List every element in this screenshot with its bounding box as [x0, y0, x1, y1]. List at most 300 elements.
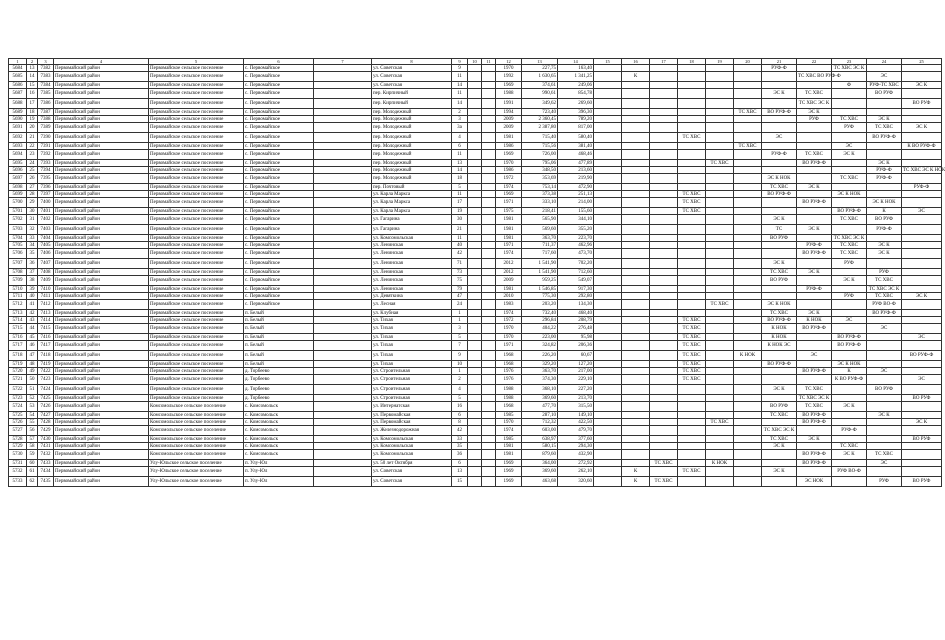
table-cell: 262,10 [558, 467, 594, 477]
table-cell: ТС ХВС [734, 143, 762, 150]
table-cell: 472,90 [558, 184, 594, 191]
table-cell: 46 [27, 341, 38, 351]
table-cell [762, 368, 797, 375]
table-cell: 6 [452, 460, 468, 467]
table-cell: 1968 [496, 361, 522, 368]
table-cell: 5688 [9, 99, 27, 109]
table-cell: ТС [762, 225, 797, 235]
table-cell [734, 286, 762, 293]
table-cell: 7395 [38, 174, 54, 184]
table-cell: 49 [27, 368, 38, 375]
table-cell: ЭС [867, 460, 902, 467]
table-cell: ЭС К [762, 385, 797, 395]
table-cell: 363,70 [522, 235, 558, 242]
column-number: 15 [594, 59, 622, 65]
table-cell: 5704 [9, 235, 27, 242]
table-cell [867, 143, 902, 150]
table-cell [832, 419, 867, 426]
table-cell: 5706 [9, 249, 27, 259]
table-cell [734, 89, 762, 99]
table-cell [594, 208, 622, 215]
table-cell [734, 436, 762, 443]
table-cell [650, 310, 678, 317]
table-cell: Первомайское сельское поселение [149, 368, 244, 375]
table-cell: РУФ [797, 116, 832, 123]
table-cell: 1988 [496, 89, 522, 99]
table-cell: К [622, 72, 650, 82]
table-cell: 10 [452, 361, 468, 368]
table-cell: 7423 [38, 375, 54, 385]
table-cell: 7391 [38, 143, 54, 150]
table-cell: ул. Карла Маркса [372, 191, 452, 198]
table-cell [650, 82, 678, 89]
table-cell [734, 341, 762, 351]
table-cell [482, 259, 496, 269]
table-cell: К НОК [734, 351, 762, 361]
table-cell: 9 [452, 351, 468, 361]
table-cell [594, 341, 622, 351]
table-row [9, 419, 942, 426]
table-cell [706, 249, 734, 259]
table-cell: РУФ [867, 269, 902, 276]
table-cell: 1969 [496, 477, 522, 487]
table-cell: ТС ХВС [678, 317, 706, 324]
table-cell [797, 65, 832, 72]
column-number: 20 [734, 59, 762, 65]
table-row [9, 460, 942, 467]
table-cell: ул. Первомайская [372, 419, 452, 426]
table-cell [706, 82, 734, 89]
table-cell: ул. Комсомольская [372, 443, 452, 450]
table-cell [314, 443, 372, 450]
table-cell: Первомайский район [54, 65, 149, 72]
table-cell: 7400 [38, 198, 54, 208]
table-cell [622, 191, 650, 198]
registry-sheet [8, 58, 945, 487]
table-cell [314, 395, 372, 402]
table-cell: 5690 [9, 116, 27, 123]
table-cell [622, 89, 650, 99]
table-cell: 7401 [38, 208, 54, 215]
table-cell: ул. Карла Маркса [372, 208, 452, 215]
table-cell [902, 269, 942, 276]
table-cell: К ВО РУФ-Ф [832, 375, 867, 385]
table-cell: с. Первомайское [244, 150, 314, 160]
table-cell [797, 143, 832, 150]
table-cell [734, 235, 762, 242]
table-cell [482, 443, 496, 450]
table-cell [902, 225, 942, 235]
table-cell: ЭС К [762, 215, 797, 225]
table-row [9, 375, 942, 385]
table-cell [678, 99, 706, 109]
table-cell [622, 317, 650, 324]
table-cell: 7397 [38, 191, 54, 198]
table-cell: 7384 [38, 82, 54, 89]
table-cell: ул. Ленинская [372, 242, 452, 249]
column-number: 11 [482, 59, 496, 65]
table-cell: ТС ХВС ВО РУФ-Ф [797, 72, 832, 82]
table-cell: с. Первомайское [244, 123, 314, 133]
table-cell: ВО РУФ-Ф [797, 460, 832, 467]
table-cell [482, 300, 496, 310]
table-row [9, 436, 942, 443]
table-cell [797, 300, 832, 310]
table-cell [482, 402, 496, 412]
table-row [9, 317, 942, 324]
table-cell: ТС ХВС [762, 184, 797, 191]
table-cell: 565,90 [522, 215, 558, 225]
table-cell: 432,90 [558, 450, 594, 460]
table-cell [678, 436, 706, 443]
table-cell [902, 150, 942, 160]
table-cell [314, 99, 372, 109]
table-cell [867, 419, 902, 426]
table-cell: РУФ [867, 477, 902, 487]
table-cell: 75 [452, 276, 468, 286]
table-cell [622, 310, 650, 317]
table-row [9, 276, 942, 286]
table-cell: Первомайское сельское поселение [149, 99, 244, 109]
table-cell: д. Торбеево [244, 385, 314, 395]
table-cell: ул. Советская [372, 65, 452, 72]
table-cell [594, 334, 622, 341]
table-cell: Первомайский район [54, 450, 149, 460]
table-cell [594, 235, 622, 242]
table-cell: ЭС НОК [797, 477, 832, 487]
table-cell [314, 450, 372, 460]
table-cell: 29 [27, 198, 38, 208]
table-cell: п. Улу-Юл [244, 467, 314, 477]
table-cell [622, 259, 650, 269]
table-cell: 5686 [9, 82, 27, 89]
table-cell [594, 225, 622, 235]
table-cell: ЭС К [902, 82, 942, 89]
table-cell: ЭС К [902, 123, 942, 133]
table-cell [468, 310, 482, 317]
table-cell: 5691 [9, 123, 27, 133]
table-row [9, 198, 942, 208]
table-cell [314, 276, 372, 286]
table-cell [902, 109, 942, 116]
table-cell [706, 361, 734, 368]
table-cell: 5717 [9, 341, 27, 351]
table-cell [650, 160, 678, 167]
table-cell [797, 426, 832, 436]
table-row [9, 99, 942, 109]
table-cell [594, 249, 622, 259]
table-cell [650, 467, 678, 477]
table-cell [594, 133, 622, 143]
table-cell: 62 [27, 477, 38, 487]
table-cell [706, 208, 734, 215]
table-cell [468, 99, 482, 109]
table-cell [797, 334, 832, 341]
table-cell: 1 541,90 [522, 259, 558, 269]
table-cell: К [832, 368, 867, 375]
table-cell: Первомайское сельское поселение [149, 225, 244, 235]
table-cell [594, 286, 622, 293]
table-cell: с. Комсомольск [244, 450, 314, 460]
table-cell [594, 317, 622, 324]
table-cell [622, 460, 650, 467]
table-cell: 3 [452, 116, 468, 123]
table-cell [314, 310, 372, 317]
table-cell [762, 72, 797, 82]
table-cell: ТС ХВС [678, 368, 706, 375]
table-cell [594, 65, 622, 72]
table-cell [832, 324, 867, 334]
table-cell: 712,32 [522, 419, 558, 426]
table-cell: ул. Лесная [372, 300, 452, 310]
table-cell: 549,07 [558, 276, 594, 286]
table-cell [867, 259, 902, 269]
table-cell [762, 116, 797, 123]
table-cell: 1994 [496, 109, 522, 116]
column-number: 14 [558, 59, 594, 65]
table-cell [594, 310, 622, 317]
table-cell: 5703 [9, 225, 27, 235]
table-cell [678, 450, 706, 460]
table-cell: пер. Кирпичный [372, 99, 452, 109]
table-cell [622, 143, 650, 150]
table-cell [832, 109, 867, 116]
table-cell [482, 477, 496, 487]
table-cell [706, 385, 734, 395]
table-cell [867, 317, 902, 324]
table-cell: 7424 [38, 385, 54, 395]
table-cell: ТС ХВС [678, 351, 706, 361]
column-number: 24 [867, 59, 902, 65]
table-cell: 19 [452, 208, 468, 215]
table-cell: ул. Первомайская [372, 412, 452, 419]
table-row [9, 443, 942, 450]
table-cell: с. Первомайское [244, 116, 314, 123]
table-cell: Первомайский район [54, 368, 149, 375]
table-cell: ЭС К [762, 259, 797, 269]
table-cell: 468,40 [558, 310, 594, 317]
table-cell: Первомайский район [54, 412, 149, 419]
table-cell [797, 361, 832, 368]
table-cell: с. Первомайское [244, 160, 314, 167]
table-cell [832, 460, 867, 467]
table-cell [650, 341, 678, 351]
table-cell: ЭС К [797, 184, 832, 191]
table-cell [706, 310, 734, 317]
table-cell [797, 208, 832, 215]
table-cell [678, 82, 706, 89]
table-cell [622, 419, 650, 426]
table-row [9, 450, 942, 460]
table-cell: Комсомольское сельское поселение [149, 412, 244, 419]
table-cell: ЭС К [902, 293, 942, 300]
table-cell: 2 [452, 375, 468, 385]
table-cell: 44 [27, 324, 38, 334]
table-cell: 7411 [38, 293, 54, 300]
table-cell [706, 89, 734, 99]
table-cell: 1970 [496, 334, 522, 341]
table-cell [594, 361, 622, 368]
table-cell: 324,82 [522, 341, 558, 351]
table-cell: ЭС [867, 368, 902, 375]
table-cell: 990,61 [522, 89, 558, 99]
table-cell [734, 82, 762, 89]
table-row [9, 361, 942, 368]
table-cell: ТС ХВС [797, 385, 832, 395]
table-cell: ВО РУФ-Ф [867, 133, 902, 143]
table-cell: ВО РУФ-Ф [797, 419, 832, 426]
table-cell [734, 215, 762, 225]
table-cell: ВО РУФ [867, 385, 902, 395]
table-cell [734, 419, 762, 426]
table-cell [902, 174, 942, 184]
table-cell: ТС ХВС [832, 443, 867, 450]
table-cell: 61 [27, 467, 38, 477]
table-cell [650, 259, 678, 269]
table-row [9, 184, 942, 191]
table-cell: ТС ХВС [678, 341, 706, 351]
table-cell [314, 419, 372, 426]
table-row [9, 269, 942, 276]
table-cell [468, 89, 482, 99]
table-cell: 219,90 [558, 174, 594, 184]
table-cell [594, 450, 622, 460]
table-cell [594, 150, 622, 160]
table-cell: 5713 [9, 310, 27, 317]
table-cell [902, 368, 942, 375]
table-cell [622, 116, 650, 123]
table-cell: 227,20 [558, 385, 594, 395]
table-cell [482, 133, 496, 143]
table-cell [678, 293, 706, 300]
table-cell [622, 269, 650, 276]
table-cell: 7432 [38, 450, 54, 460]
table-cell: 715,56 [522, 143, 558, 150]
table-cell [482, 395, 496, 402]
table-cell: 17 [452, 198, 468, 208]
table-cell [650, 276, 678, 286]
table-cell [706, 242, 734, 249]
table-cell: ВО РУФ-Ф [797, 412, 832, 419]
table-cell: Первомайский район [54, 198, 149, 208]
table-cell: 5714 [9, 317, 27, 324]
table-cell [468, 167, 482, 174]
table-cell: ТС ХВС [797, 402, 832, 412]
table-cell: ВО РУФ-Ф [867, 310, 902, 317]
table-cell [797, 123, 832, 133]
table-cell [650, 242, 678, 249]
table-cell: с. Первомайское [244, 215, 314, 225]
table-cell: д. Торбеево [244, 368, 314, 375]
table-cell [734, 65, 762, 72]
table-cell: Первомайский район [54, 225, 149, 235]
table-cell: Первомайский район [54, 443, 149, 450]
table-cell [468, 443, 482, 450]
table-cell [867, 426, 902, 436]
table-cell: 1976 [496, 375, 522, 385]
table-cell [622, 361, 650, 368]
table-cell: 149,10 [558, 412, 594, 419]
table-cell [482, 191, 496, 198]
table-cell: 717,60 [522, 249, 558, 259]
table-cell: ВО РУФ [762, 276, 797, 286]
table-cell [314, 208, 372, 215]
table-cell [832, 133, 867, 143]
table-row [9, 116, 942, 123]
table-cell [468, 300, 482, 310]
table-cell: 373,38 [522, 191, 558, 198]
table-cell [678, 150, 706, 160]
table-cell: 5705 [9, 242, 27, 249]
table-cell [734, 160, 762, 167]
table-row [9, 109, 942, 116]
table-cell: ул. Комсомольская [372, 235, 452, 242]
table-cell [650, 395, 678, 402]
table-cell: ВО РУФ-Ф [832, 208, 867, 215]
table-cell [902, 116, 942, 123]
table-cell [594, 467, 622, 477]
table-cell [706, 167, 734, 174]
table-cell: 7435 [38, 477, 54, 487]
table-cell [762, 375, 797, 385]
table-cell: Первомайский район [54, 286, 149, 293]
table-cell: ул. Строительная [372, 395, 452, 402]
table-cell: 5694 [9, 150, 27, 160]
table-cell: п. Улу-Юл [244, 460, 314, 467]
table-cell: 7434 [38, 467, 54, 477]
table-cell [734, 249, 762, 259]
table-cell [594, 269, 622, 276]
table-cell: Первомайский район [54, 208, 149, 215]
table-cell [482, 82, 496, 89]
table-cell: 1969 [496, 150, 522, 160]
table-cell [482, 89, 496, 99]
table-cell [867, 109, 902, 116]
table-cell [482, 310, 496, 317]
table-cell: РУФ-Ф [867, 225, 902, 235]
table-row [9, 150, 942, 160]
table-cell: ул. Строительная [372, 368, 452, 375]
table-cell [594, 160, 622, 167]
table-cell: Первомайский район [54, 419, 149, 426]
table-cell: ЭС К НОК [832, 361, 867, 368]
table-cell [650, 436, 678, 443]
table-cell: ул. Тихая [372, 341, 452, 351]
table-cell: 5684 [9, 65, 27, 72]
table-cell [706, 450, 734, 460]
table-cell [706, 467, 734, 477]
table-cell: ВО РУФ-Ф [902, 351, 942, 361]
table-cell [734, 395, 762, 402]
table-cell [314, 249, 372, 259]
table-cell: 363,70 [522, 368, 558, 375]
table-cell [902, 450, 942, 460]
table-cell [594, 184, 622, 191]
table-cell: ВО РУФ-Ф [797, 368, 832, 375]
table-cell: д. Торбеево [244, 395, 314, 402]
table-cell: ТС ХВС ЭС К [832, 65, 867, 72]
table-cell [762, 286, 797, 293]
table-cell: 1972 [496, 317, 522, 324]
table-cell: Первомайское сельское поселение [149, 259, 244, 269]
table-cell [314, 150, 372, 160]
table-cell [650, 99, 678, 109]
table-cell: 368,10 [522, 385, 558, 395]
table-cell: Первомайское сельское поселение [149, 191, 244, 198]
table-cell: 34 [27, 242, 38, 249]
table-cell [706, 395, 734, 402]
table-cell: Первомайское сельское поселение [149, 109, 244, 116]
